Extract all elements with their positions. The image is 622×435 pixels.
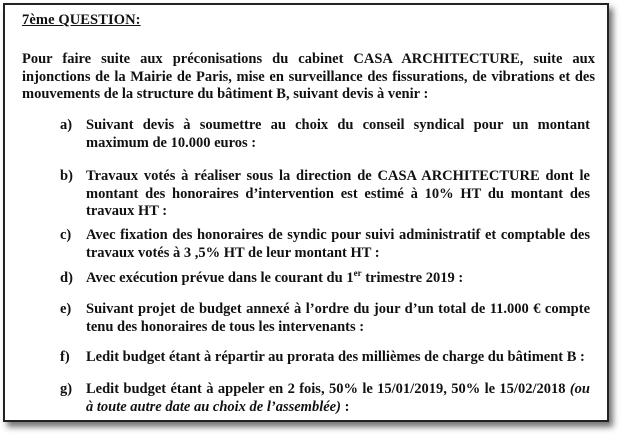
- item-text-before: Avec exécution prévue dans le courant du 1: [86, 270, 354, 286]
- question-title: 7ème QUESTION:: [22, 12, 141, 28]
- item-letter: f): [60, 349, 70, 365]
- list-item-a: [60, 117, 590, 152]
- item-text: Suivant devis à soumettre au choix du conseil syndical pour un montant maximum de 10.000 euros :: [86, 117, 590, 151]
- item-letter: a): [60, 117, 73, 133]
- item-text-superscript: er: [353, 268, 362, 279]
- list-item-e: [60, 301, 590, 336]
- item-text: Avec fixation des honoraires de syndic pour suivi administratif et comptable des travaux votés à 3 ,5% HT de leur montant HT :: [86, 227, 590, 261]
- intro-paragraph: Pour faire suite aux préconisations du cabinet CASA ARCHITECTURE, suite aux injonctions de la Mairie de Paris, mise en surveillance des fissurations, de vibrations et des mouvements de la structure du bâtiment B, suivant devis à venir :: [22, 51, 595, 102]
- list-item-f: [60, 349, 590, 367]
- list-item-b: [60, 168, 590, 221]
- item-text: [86, 381, 590, 416]
- item-letter: e): [60, 301, 72, 317]
- item-text: Suivant projet de budget annexé à l’ordre du jour d’un total de 11.000 € compte tenu des honoraires de tous les intervenants :: [86, 301, 590, 335]
- document-frame: [3, 3, 609, 422]
- item-text: [86, 270, 590, 288]
- list-item-c: [60, 227, 590, 262]
- list-item-g: [60, 381, 590, 416]
- item-letter: c): [60, 227, 72, 243]
- item-letter: d): [60, 270, 73, 286]
- item-text-after: :: [340, 398, 350, 415]
- item-text: Ledit budget étant à répartir au prorata des millièmes de charge du bâtiment B :: [86, 349, 585, 365]
- item-text: Travaux votés à réaliser sous la direction de CASA ARCHITECTURE dont le montant des honoraires d’intervention est estimé à 10% HT du montant des travaux HT :: [86, 168, 590, 219]
- item-letter: g): [60, 381, 73, 397]
- item-text-italic: (ou à toute autre date au choix de l’assemblée): [86, 381, 590, 415]
- item-text-after: trimestre 2019 :: [361, 270, 464, 286]
- item-letter: b): [60, 168, 73, 184]
- item-text-main: Ledit budget étant à appeler en 2 fois, 50% le 15/01/2019, 50% le 15/02/2018: [86, 381, 570, 397]
- list-item-d: [60, 270, 590, 288]
